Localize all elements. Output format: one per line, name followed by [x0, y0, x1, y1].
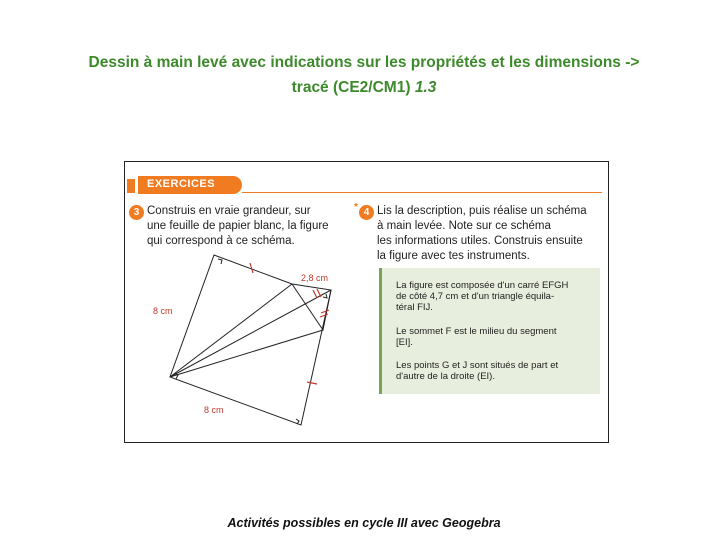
bottom-side-label: 8 cm — [204, 405, 224, 415]
tick-mark — [320, 314, 328, 317]
description-line: Les points G et J sont situés de part et — [396, 360, 559, 371]
exercise-4-line: la figure avec tes instruments. — [377, 250, 530, 262]
right-angle-right — [323, 294, 327, 298]
description-line: [EI]. — [396, 337, 413, 348]
exercise-4-line: les informations utiles. Construis ensuite — [377, 235, 583, 247]
tick-mark — [313, 290, 317, 298]
right-angle-top — [218, 259, 222, 264]
difficulty-star: * — [354, 202, 358, 213]
right-angle-left — [175, 373, 178, 379]
title-line-2 — [40, 75, 688, 100]
description-line: d'autre de la droite (EI). — [396, 371, 495, 382]
exercise-4-text — [377, 204, 601, 264]
tick-mark — [250, 263, 253, 273]
tick-mark — [317, 289, 321, 297]
slide-title — [40, 50, 688, 100]
exercise-3-line: Construis en vraie grandeur, sur — [147, 205, 311, 217]
exercise-3-number: 3 — [129, 205, 144, 220]
title-level: tracé (CE2/CM1) — [291, 79, 411, 96]
description-line: Le sommet F est le milieu du segment — [396, 326, 557, 337]
title-line-1: Dessin à main levé avec indications sur les propriétés et les dimensions -> — [88, 54, 640, 71]
segment-to-top — [170, 290, 331, 377]
exercise-4-line: à main levée. Note sur ce schéma — [377, 220, 551, 232]
left-side-label: 8 cm — [153, 306, 173, 316]
exercise-figure — [124, 161, 609, 443]
exercise-4-line: Lis la description, puis réalise un schéma — [377, 205, 587, 217]
title-version: 1.3 — [414, 79, 437, 96]
description-paragraph — [396, 326, 592, 348]
tick-mark — [307, 382, 317, 384]
exercise-3-line: une feuille de papier blanc, la figure — [147, 220, 329, 232]
description-paragraph — [396, 360, 592, 382]
exercise-4-number: 4 — [359, 205, 374, 220]
footer-caption: Activités possibles en cycle III avec Geogebra — [227, 516, 501, 530]
short-side-label: 2,8 cm — [301, 273, 329, 283]
segment-to-corner — [170, 284, 292, 377]
description-line: La figure est composée d'un carré EFGH — [396, 280, 569, 291]
exercise-3-line: qui correspond à ce schéma. — [147, 235, 295, 247]
description-line: de côté 4,7 cm et d'un triangle équila- — [396, 291, 555, 302]
header-label: EXERCICES — [147, 178, 216, 190]
small-triangle — [292, 284, 331, 330]
description-paragraph — [396, 280, 592, 313]
segment-to-side — [170, 330, 323, 377]
tick-mark — [321, 310, 329, 313]
description-line: téral FIJ. — [396, 302, 433, 313]
